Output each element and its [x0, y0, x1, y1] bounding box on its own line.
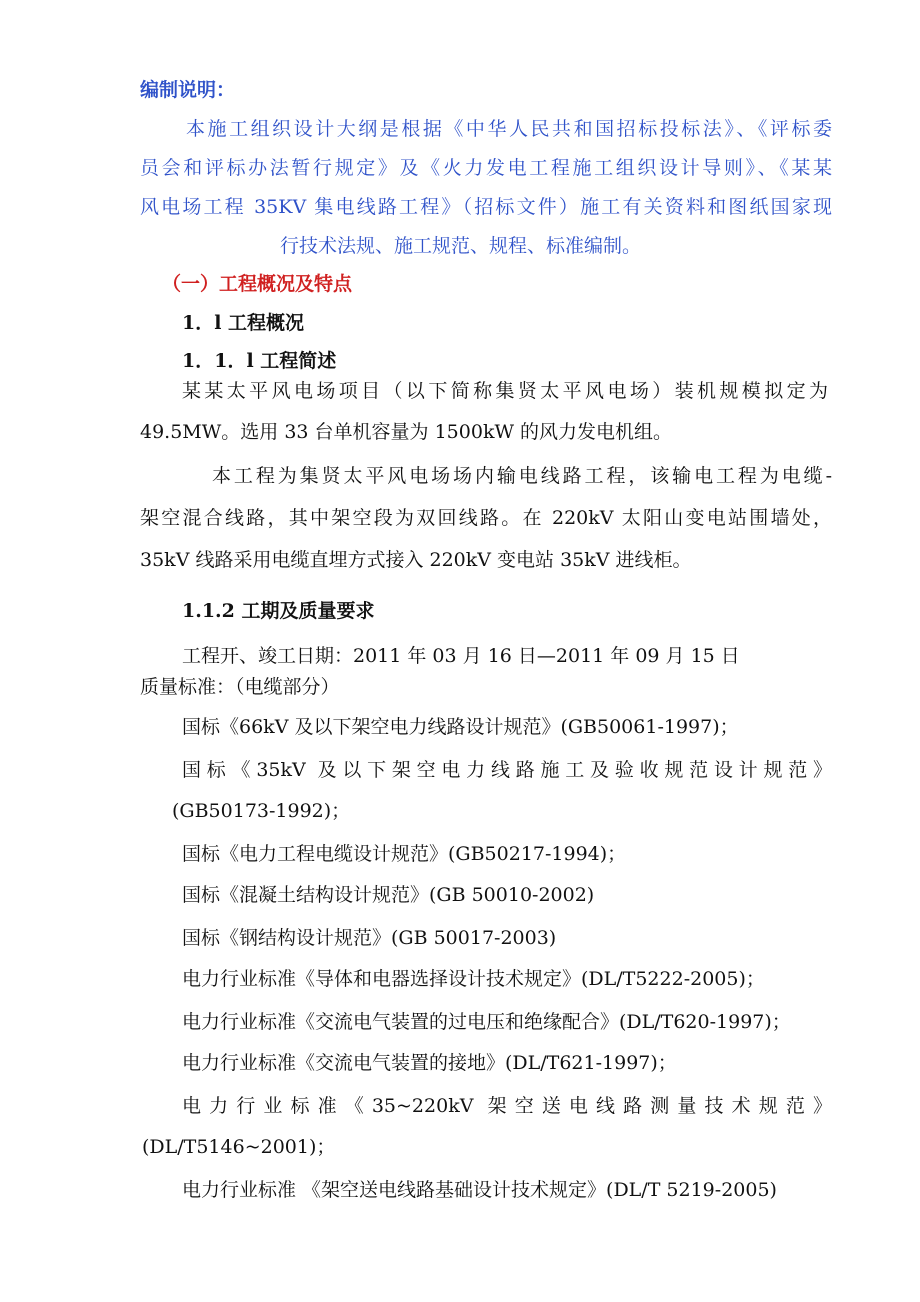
standard-item-2: 国标《35kV 及以下架空电力线路施工及验收规范设计规范》 — [182, 759, 832, 781]
standard-item-5: 国标《钢结构设计规范》(GB 50017-2003) — [182, 927, 557, 949]
project-line-1: 本工程为集贤太平风电场场内输电线路工程，该输电工程为电缆- — [212, 465, 832, 487]
standard-item-9: 电力行业标准《35~220kV 架空送电线路测量技术规范》 — [182, 1095, 832, 1117]
standard-item-9-cont: (DL/T5146~2001)； — [142, 1136, 336, 1158]
intro-line-4: 行技术法规、施工规范、规程、标准编制。 — [280, 235, 642, 257]
intro-heading: 编制说明： — [140, 79, 236, 101]
standard-item-6: 电力行业标准《导体和电器选择设计技术规定》(DL/T5222-2005)； — [182, 968, 765, 990]
project-line-2: 架空混合线路，其中架空段为双回线路。在 220kV 太阳山变电站围墙处， — [140, 507, 832, 529]
subsection-1-1-1: 1．1．l 工程简述 — [182, 350, 337, 372]
project-line-3: 35kV 线路采用电缆直埋方式接入 220kV 变电站 35kV 进线柜。 — [140, 549, 692, 571]
standard-item-8: 电力行业标准《交流电气装置的接地》(DL/T621-1997)； — [182, 1052, 677, 1074]
subsection-1-1: 1．l 工程概况 — [182, 312, 305, 334]
subsection-1-1-2: 1.1.2 工期及质量要求 — [182, 600, 375, 622]
standard-item-2-cont: (GB50173-1992)； — [172, 800, 351, 822]
overview-line-1: 某某太平风电场项目（以下简称集贤太平风电场）装机规模拟定为 — [182, 380, 828, 402]
section-title: （一）工程概况及特点 — [162, 273, 353, 295]
standard-item-10: 电力行业标准 《架空送电线路基础设计技术规定》(DL/T 5219-2005) — [182, 1179, 777, 1201]
intro-line-2: 员会和评标办法暂行规定》及《火力发电工程施工组织设计导则》、《某某 — [140, 157, 832, 179]
quality-label: 质量标准：（电缆部分） — [140, 676, 340, 698]
intro-line-1: 本施工组织设计大纲是根据《中华人民共和国招标投标法》、《评标委 — [186, 118, 832, 140]
overview-line-2: 49.5MW。选用 33 台单机容量为 1500kW 的风力发电机组。 — [140, 421, 673, 443]
standard-item-1: 国标《66kV 及以下架空电力线路设计规范》(GB50061-1997)； — [182, 716, 739, 738]
standard-item-3: 国标《电力工程电缆设计规范》(GB50217-1994)； — [182, 843, 627, 865]
standard-item-4: 国标《混凝土结构设计规范》(GB 50010-2002) — [182, 884, 595, 906]
intro-line-3: 风电场工程 35KV 集电线路工程》（招标文件）施工有关资料和图纸国家现 — [140, 196, 832, 218]
schedule-line: 工程开、竣工日期：2011 年 03 月 16 日—2011 年 09 月 15 日 — [182, 645, 740, 667]
standard-item-7: 电力行业标准《交流电气装置的过电压和绝缘配合》(DL/T620-1997)； — [182, 1011, 791, 1033]
